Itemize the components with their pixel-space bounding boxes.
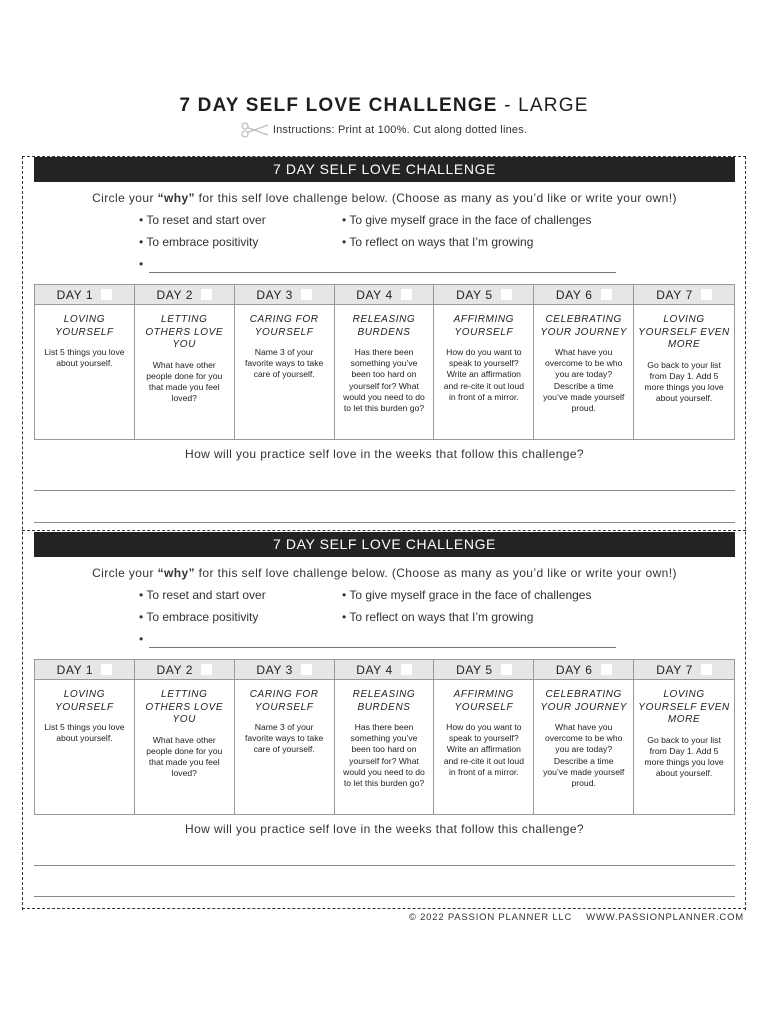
day-header: DAY 5: [434, 660, 533, 680]
day-cell: DAY 1 LOVING YOURSELF List 5 things you love about yourself.: [35, 660, 135, 814]
why-option[interactable]: • To reflect on ways that I’m growing: [342, 610, 534, 624]
copyright-text: © 2022 PASSION PLANNER LLC: [408, 912, 573, 923]
day-cell: DAY 7 LOVING YOURSELF EVEN MORE Go back to your list from Day 1. Add 5 more things you love about yourself.: [634, 285, 734, 439]
day-header: DAY 4: [335, 660, 434, 680]
title-size-label: LARGE: [518, 95, 589, 116]
day-cell: DAY 7 LOVING YOURSELF EVEN MORE Go back to your list from Day 1. Add 5 more things you love about yourself.: [634, 660, 734, 814]
day-cell: DAY 5 AFFIRMING YOURSELF How do you want to speak to yourself? Write an affirmation and re-cite it out loud in front of a mirror.: [434, 285, 534, 439]
why-options: [34, 209, 735, 275]
why-options: [34, 584, 735, 650]
checkbox[interactable]: [201, 664, 212, 675]
day-header: DAY 5: [434, 285, 533, 305]
cut-line-middle: [22, 530, 746, 531]
checkbox[interactable]: [601, 289, 612, 300]
days-grid: [34, 284, 735, 440]
write-own-line[interactable]: [149, 647, 616, 648]
checkbox[interactable]: [601, 664, 612, 675]
day-header: DAY 2: [135, 660, 234, 680]
why-option[interactable]: • To reset and start over: [139, 588, 266, 602]
why-option[interactable]: • To embrace positivity: [139, 235, 259, 249]
day-header: DAY 1: [35, 660, 134, 680]
day-cell: DAY 3 CARING FOR YOURSELF Name 3 of your favorite ways to take care of yourself.: [235, 660, 335, 814]
title-bold: 7 DAY SELF LOVE CHALLENGE: [179, 95, 498, 116]
day-cell: DAY 5 AFFIRMING YOURSELF How do you want to speak to yourself? Write an affirmation and re-cite it out loud in front of a mirror.: [434, 660, 534, 814]
day-cell: DAY 6 CELEBRATING YOUR JOURNEY What have you overcome to be who you are today? Describe a time you’ve made yourself proud.: [534, 660, 634, 814]
page-title: [0, 95, 768, 117]
checkbox[interactable]: [201, 289, 212, 300]
why-option[interactable]: • To give myself grace in the face of challenges: [342, 213, 592, 227]
answer-line[interactable]: [34, 865, 735, 866]
checkbox[interactable]: [401, 289, 412, 300]
challenge-card-1: [34, 157, 735, 461]
day-header: DAY 2: [135, 285, 234, 305]
card-title-bar: 7 DAY SELF LOVE CHALLENGE: [34, 157, 735, 182]
checkbox[interactable]: [101, 289, 112, 300]
checkbox[interactable]: [501, 664, 512, 675]
challenge-card-2: [34, 532, 735, 836]
practice-question: How will you practice self love in the weeks that follow this challenge?: [185, 822, 584, 836]
circle-instruction: Circle your “why” for this self love challenge below. (Choose as many as you’d like or write your own!): [92, 566, 677, 580]
instructions: [0, 122, 768, 138]
day-cell: DAY 4 RELEASING BURDENS Has there been something you’ve been too hard on yourself for? What would you need to do to let this burden go?: [335, 660, 435, 814]
cut-line-bottom: [22, 908, 746, 909]
website-link[interactable]: WWW.PASSIONPLANNER.COM: [586, 912, 744, 923]
checkbox[interactable]: [301, 289, 312, 300]
card-title-bar: 7 DAY SELF LOVE CHALLENGE: [34, 532, 735, 557]
checkbox[interactable]: [701, 664, 712, 675]
instructions-text: Instructions: Print at 100%. Cut along dotted lines.: [272, 123, 528, 136]
day-cell: DAY 3 CARING FOR YOURSELF Name 3 of your favorite ways to take care of yourself.: [235, 285, 335, 439]
why-option[interactable]: • To embrace positivity: [139, 610, 259, 624]
answer-line[interactable]: [34, 522, 735, 523]
answer-line[interactable]: [34, 490, 735, 491]
footer: [395, 912, 744, 923]
day-cell: DAY 2 LETTING OTHERS LOVE YOU What have other people done for you that made you feel loved?: [135, 660, 235, 814]
why-write-own[interactable]: •: [139, 632, 144, 646]
why-option[interactable]: • To give myself grace in the face of challenges: [342, 588, 592, 602]
day-header: DAY 3: [235, 660, 334, 680]
day-header: DAY 4: [335, 285, 434, 305]
day-cell: DAY 6 CELEBRATING YOUR JOURNEY What have you overcome to be who you are today? Describe a time you’ve made yourself proud.: [534, 285, 634, 439]
title-separator: -: [497, 95, 519, 116]
answer-line[interactable]: [34, 896, 735, 897]
scissors-icon: [241, 122, 269, 138]
practice-question: How will you practice self love in the weeks that follow this challenge?: [185, 447, 584, 461]
day-header: DAY 7: [634, 285, 734, 305]
checkbox[interactable]: [701, 289, 712, 300]
checkbox[interactable]: [401, 664, 412, 675]
day-header: DAY 7: [634, 660, 734, 680]
circle-instruction: Circle your “why” for this self love challenge below. (Choose as many as you’d like or write your own!): [92, 191, 677, 205]
why-option[interactable]: • To reset and start over: [139, 213, 266, 227]
checkbox[interactable]: [101, 664, 112, 675]
day-header: DAY 6: [534, 285, 633, 305]
day-cell: DAY 2 LETTING OTHERS LOVE YOU What have other people done for you that made you feel loved?: [135, 285, 235, 439]
day-cell: DAY 4 RELEASING BURDENS Has there been something you’ve been too hard on yourself for? What would you need to do to let this burden go?: [335, 285, 435, 439]
day-header: DAY 3: [235, 285, 334, 305]
write-own-line[interactable]: [149, 272, 616, 273]
day-cell: DAY 1 LOVING YOURSELF List 5 things you love about yourself.: [35, 285, 135, 439]
checkbox[interactable]: [301, 664, 312, 675]
why-option[interactable]: • To reflect on ways that I’m growing: [342, 235, 534, 249]
checkbox[interactable]: [501, 289, 512, 300]
day-header: DAY 1: [35, 285, 134, 305]
days-grid: [34, 659, 735, 815]
why-write-own[interactable]: •: [139, 257, 144, 271]
day-header: DAY 6: [534, 660, 633, 680]
